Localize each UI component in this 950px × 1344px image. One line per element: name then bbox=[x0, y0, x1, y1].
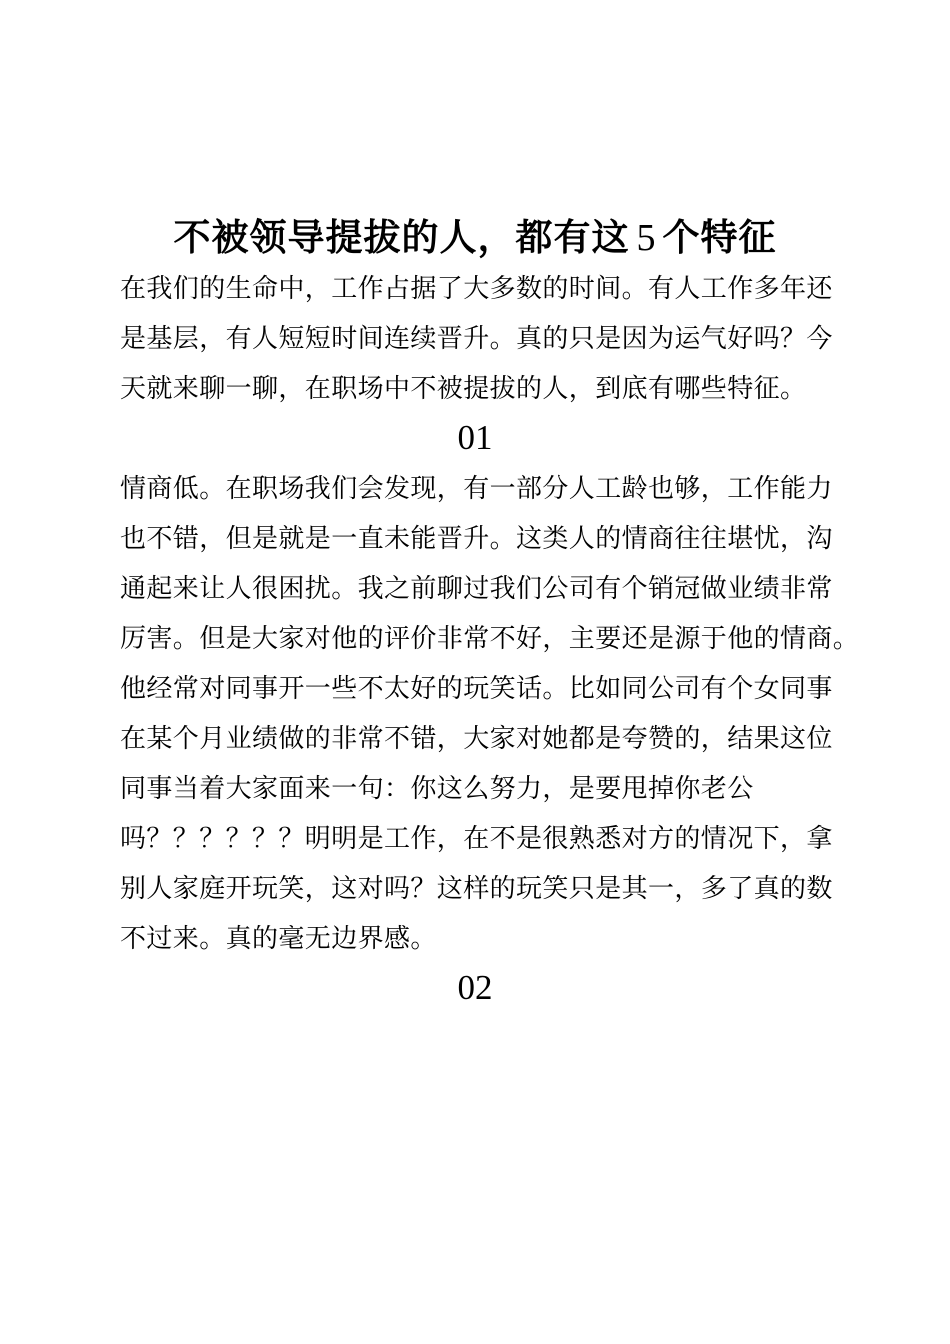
paragraph-line: 天就来聊一聊，在职场中不被提拔的人，到底有哪些特征。 bbox=[120, 373, 807, 403]
paragraph-line: 同事当着大家面来一句：你这么努力，是要甩掉你老公 bbox=[120, 773, 754, 803]
article-body bbox=[120, 263, 860, 1013]
paragraph-line: 厉害。但是大家对他的评价非常不好，主要还是源于他的情商。 bbox=[120, 623, 860, 653]
paragraph-line: 他经常对同事开一些不太好的玩笑话。比如同公司有个女同事 bbox=[120, 673, 833, 703]
paragraph bbox=[120, 463, 860, 963]
article-title bbox=[120, 213, 830, 263]
article-title-number: 5 bbox=[636, 217, 656, 259]
article-content bbox=[120, 213, 860, 1013]
paragraph-line: 在某个月业绩做的非常不错，大家对她都是夸赞的，结果这位 bbox=[120, 723, 833, 753]
section-number: 01 bbox=[457, 418, 493, 457]
paragraph-line: 通起来让人很困扰。我之前聊过我们公司有个销冠做业绩非常 bbox=[120, 573, 833, 603]
paragraph-line: 是基层，有人短短时间连续晋升。真的只是因为运气好吗？今 bbox=[120, 323, 833, 353]
paragraph-line: 情商低。在职场我们会发现，有一部分人工龄也够，工作能力 bbox=[120, 473, 833, 503]
article-title-suffix: 个特征 bbox=[662, 217, 777, 258]
section-number: 02 bbox=[457, 968, 493, 1007]
paragraph-line: 别人家庭开玩笑，这对吗？这样的玩笑只是其一，多了真的数 bbox=[120, 873, 833, 903]
paragraph-line: 吗？？？？？？明明是工作，在不是很熟悉对方的情况下，拿 bbox=[120, 823, 833, 853]
paragraph-line: 也不错，但是就是一直未能晋升。这类人的情商往往堪忧，沟 bbox=[120, 523, 833, 553]
paragraph-line: 不过来。真的毫无边界感。 bbox=[120, 923, 437, 953]
paragraph bbox=[120, 263, 833, 413]
paragraph-line: 在我们的生命中，工作占据了大多数的时间。有人工作多年还 bbox=[120, 273, 833, 303]
article-title-prefix: 不被领导提拔的人，都有这 bbox=[173, 217, 630, 258]
